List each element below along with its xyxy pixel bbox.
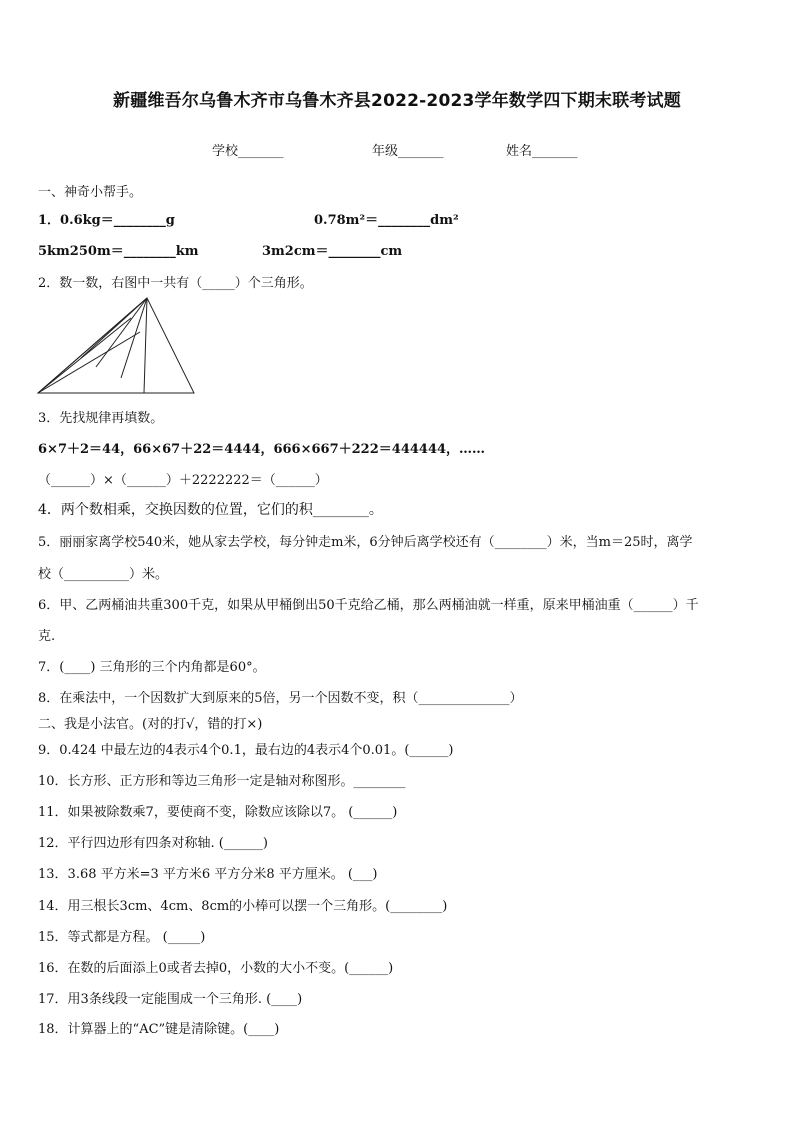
question-3-heading: 3．先找规律再填数。 <box>38 411 164 426</box>
question-1a: 1．0.6kg＝________g <box>38 213 175 228</box>
question-6-line-2: 克. <box>38 629 56 644</box>
question-11: 11．如果被除数乘7，要使商不变，除数应该除以7。 (______) <box>38 805 398 820</box>
question-10: 10．长方形、正方形和等边三角形一定是轴对称图形。________ <box>38 774 406 789</box>
section-2-heading: 二、我是小法官。(对的打√，错的打×) <box>38 717 263 732</box>
question-3-sequence: 6×7＋2＝44，66×67＋22＝4444，666×667＋222＝444444，…… <box>38 442 486 457</box>
triangle-figure <box>36 296 198 396</box>
school-field: 学校_______ <box>212 144 284 159</box>
question-5-line-1: 5．丽丽家离学校540米，她从家去学校，每分钟走m米，6分钟后离学校还有（________）米，当m＝25时，离学 <box>38 535 693 550</box>
question-3-blank: （______）×（______）＋2222222＝（______） <box>38 473 328 488</box>
page-title: 新疆维吾尔乌鲁木齐市乌鲁木齐县2022-2023学年数学四下期末联考试题 <box>113 91 681 111</box>
question-1c: 5km250m＝________km <box>38 244 199 259</box>
question-14: 14．用三根长3cm、4cm、8cm的小棒可以摆一个三角形。(________) <box>38 899 448 914</box>
name-field: 姓名_______ <box>506 144 578 159</box>
question-7: 7．(____) 三角形的三个内角都是60°。 <box>38 660 266 675</box>
question-6-line-1: 6．甲、乙两桶油共重300千克，如果从甲桶倒出50千克给乙桶，那么两桶油就一样重，原来甲桶油重（______）千 <box>38 598 699 613</box>
question-1b: 0.78m²＝________dm² <box>314 213 459 228</box>
grade-field: 年级_______ <box>372 144 444 159</box>
question-15: 15．等式都是方程。 (_____) <box>38 930 206 945</box>
question-2: 2．数一数，右图中一共有（_____）个三角形。 <box>38 276 313 291</box>
question-17: 17．用3条线段一定能围成一个三角形. (____) <box>38 992 303 1007</box>
question-12: 12．平行四边形有四条对称轴. (______) <box>38 836 268 851</box>
question-16: 16．在数的后面添上0或者去掉0，小数的大小不变。(______) <box>38 961 394 976</box>
question-4: 4．两个数相乘，交换因数的位置，它们的积________。 <box>38 502 383 518</box>
question-13: 13．3.68 平方米=3 平方米6 平方分米8 平方厘米。 (___) <box>38 867 378 882</box>
question-8: 8．在乘法中，一个因数扩大到原来的5倍，另一个因数不变，积（______________） <box>38 691 523 706</box>
question-18: 18．计算器上的“AC”键是清除键。(____) <box>38 1022 280 1037</box>
section-1-heading: 一、神奇小帮手。 <box>38 185 143 200</box>
question-5-line-2: 校（__________）米。 <box>38 567 169 582</box>
question-9: 9．0.424 中最左边的4表示4个0.1，最右边的4表示4个0.01。(______) <box>38 743 454 758</box>
question-1d: 3m2cm＝________cm <box>262 244 403 259</box>
